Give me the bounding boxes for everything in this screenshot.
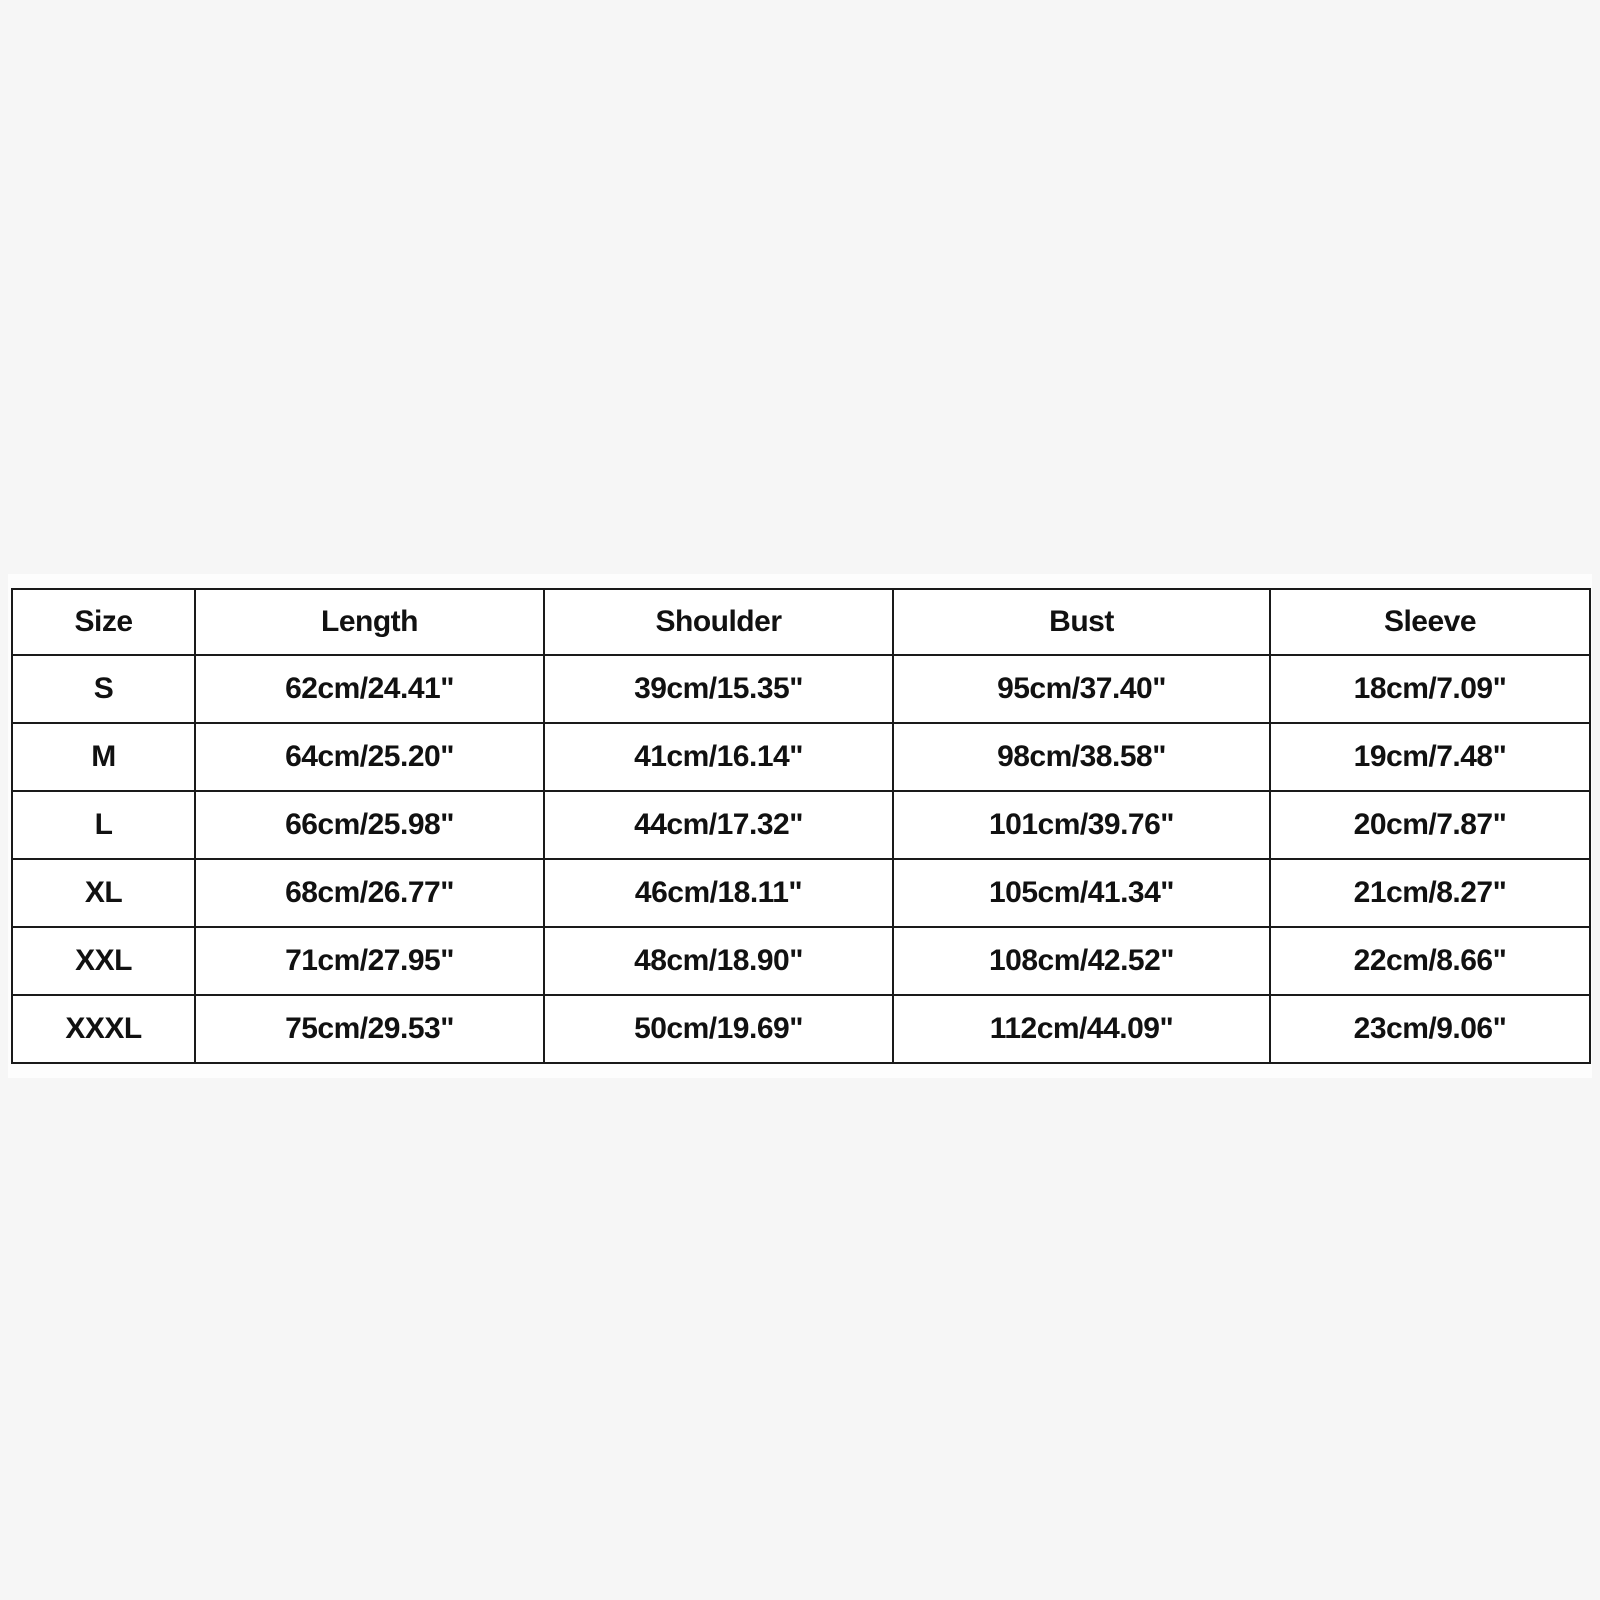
table-row — [12, 995, 1590, 1063]
cell-size: XL — [12, 859, 195, 927]
cell-length: 68cm/26.77" — [195, 859, 544, 927]
header-sleeve: Sleeve — [1270, 589, 1590, 655]
cell-size: L — [12, 791, 195, 859]
cell-sleeve: 19cm/7.48" — [1270, 723, 1590, 791]
table-row — [12, 927, 1590, 995]
cell-bust: 108cm/42.52" — [893, 927, 1270, 995]
header-row — [12, 589, 1590, 655]
table-row — [12, 655, 1590, 723]
cell-bust: 95cm/37.40" — [893, 655, 1270, 723]
cell-bust: 98cm/38.58" — [893, 723, 1270, 791]
cell-length: 64cm/25.20" — [195, 723, 544, 791]
cell-shoulder: 41cm/16.14" — [544, 723, 893, 791]
header-shoulder: Shoulder — [544, 589, 893, 655]
header-bust: Bust — [893, 589, 1270, 655]
cell-shoulder: 39cm/15.35" — [544, 655, 893, 723]
cell-bust: 105cm/41.34" — [893, 859, 1270, 927]
cell-sleeve: 23cm/9.06" — [1270, 995, 1590, 1063]
cell-size: M — [12, 723, 195, 791]
cell-sleeve: 21cm/8.27" — [1270, 859, 1590, 927]
cell-shoulder: 50cm/19.69" — [544, 995, 893, 1063]
cell-size: XXXL — [12, 995, 195, 1063]
cell-sleeve: 20cm/7.87" — [1270, 791, 1590, 859]
cell-length: 62cm/24.41" — [195, 655, 544, 723]
cell-sleeve: 22cm/8.66" — [1270, 927, 1590, 995]
cell-length: 66cm/25.98" — [195, 791, 544, 859]
cell-length: 71cm/27.95" — [195, 927, 544, 995]
cell-shoulder: 48cm/18.90" — [544, 927, 893, 995]
cell-sleeve: 18cm/7.09" — [1270, 655, 1590, 723]
cell-size: S — [12, 655, 195, 723]
header-size: Size — [12, 589, 195, 655]
size-chart-table — [11, 588, 1591, 1064]
cell-bust: 112cm/44.09" — [893, 995, 1270, 1063]
table-row — [12, 859, 1590, 927]
table-row — [12, 723, 1590, 791]
cell-length: 75cm/29.53" — [195, 995, 544, 1063]
cell-bust: 101cm/39.76" — [893, 791, 1270, 859]
cell-size: XXL — [12, 927, 195, 995]
header-length: Length — [195, 589, 544, 655]
cell-shoulder: 46cm/18.11" — [544, 859, 893, 927]
cell-shoulder: 44cm/17.32" — [544, 791, 893, 859]
table-row — [12, 791, 1590, 859]
